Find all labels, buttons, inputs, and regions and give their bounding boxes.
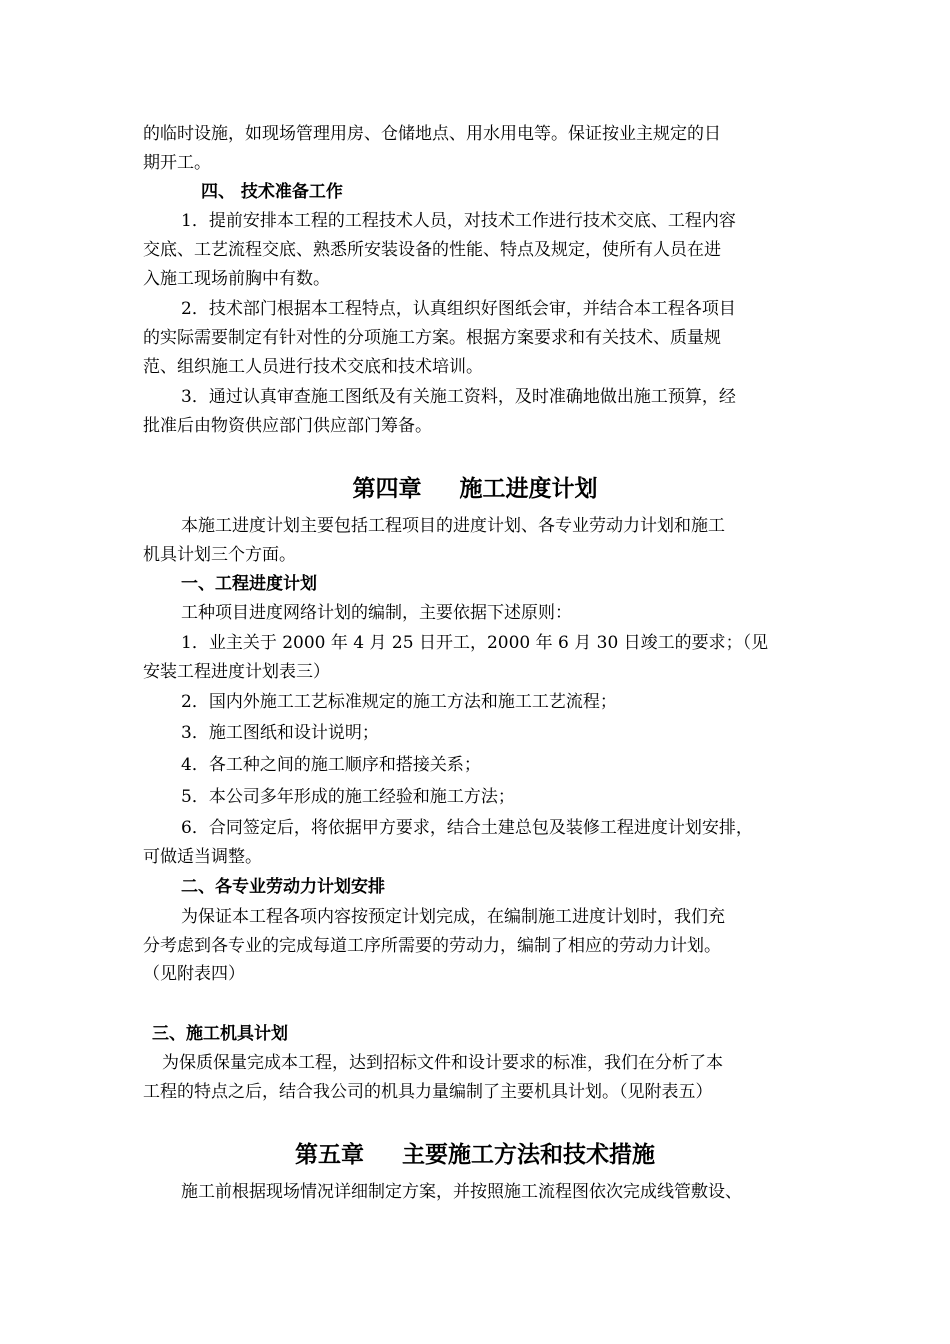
- paragraph-line: 的临时设施，如现场管理用房、仓储地点、用水用电等。保证按业主规定的日: [143, 124, 721, 144]
- paragraph-line: 工种项目进度网络计划的编制，主要依据下述原则：: [181, 603, 572, 623]
- section-heading-technical-prep: 四、 技术准备工作: [201, 182, 343, 202]
- list-item: 4．各工种之间的施工顺序和搭接关系；: [181, 755, 481, 775]
- paragraph-line: 机具计划三个方面。: [143, 545, 296, 565]
- list-item: 6．合同签定后，将依据甲方要求，结合土建总包及装修工程进度计划安排，: [181, 818, 753, 838]
- paragraph-line: 1．提前安排本工程的工程技术人员，对技术工作进行技术交底、工程内容: [181, 211, 736, 231]
- paragraph-line: 入施工现场前胸中有数。: [143, 269, 330, 289]
- list-item: 1．业主关于 2000 年 4 月 25 日开工，2000 年 6 月 30 日竣工的要求；（见: [181, 633, 769, 653]
- list-item-continuation: 可做适当调整。: [143, 847, 262, 867]
- section-heading-equipment-plan: 三、施工机具计划: [152, 1024, 288, 1044]
- paragraph-line: 为保证本工程各项内容按预定计划完成，在编制施工进度计划时，我们充: [181, 907, 725, 927]
- paragraph-line: 3．通过认真审查施工图纸及有关施工资料，及时准确地做出施工预算，经: [181, 387, 736, 407]
- paragraph-line: 的实际需要制定有针对性的分项施工方案。根据方案要求和有关技术、质量规: [143, 328, 721, 348]
- list-item: 2．国内外施工工艺标准规定的施工方法和施工工艺流程；: [181, 692, 617, 712]
- section-heading-labor-plan: 二、各专业劳动力计划安排: [181, 877, 385, 897]
- paragraph-line: 施工前根据现场情况详细制定方案，并按照施工流程图依次完成线管敷设、: [181, 1182, 742, 1202]
- paragraph-line: 为保质保量完成本工程，达到招标文件和设计要求的标准，我们在分析了本: [162, 1053, 723, 1073]
- paragraph-line: 2．技术部门根据本工程特点，认真组织好图纸会审，并结合本工程各项目: [181, 299, 736, 319]
- list-item: 5．本公司多年形成的施工经验和施工方法；: [181, 787, 515, 807]
- chapter-4-heading: [0, 473, 950, 505]
- list-item-continuation: 安装工程进度计划表三）: [143, 662, 330, 682]
- chapter-5-heading: [0, 1139, 950, 1171]
- section-heading-progress-plan: 一、工程进度计划: [181, 574, 317, 594]
- chapter-5-title: 主要施工方法和技术措施: [402, 1141, 655, 1168]
- paragraph-line: 期开工。: [143, 153, 211, 173]
- paragraph-line: 本施工进度计划主要包括工程项目的进度计划、各专业劳动力计划和施工: [181, 516, 725, 536]
- paragraph-line: 工程的特点之后，结合我公司的机具力量编制了主要机具计划。（见附表五）: [143, 1082, 713, 1102]
- chapter-4-title: 施工进度计划: [459, 475, 598, 502]
- paragraph-line: （见附表四）: [143, 964, 245, 984]
- list-item: 3．施工图纸和设计说明；: [181, 723, 379, 743]
- chapter-4-number: 第四章: [352, 475, 422, 502]
- paragraph-line: 批准后由物资供应部门供应部门筹备。: [143, 416, 432, 436]
- chapter-5-number: 第五章: [295, 1141, 364, 1168]
- paragraph-line: 范、组织施工人员进行技术交底和技术培训。: [143, 357, 483, 377]
- paragraph-line: 交底、工艺流程交底、熟悉所安装设备的性能、特点及规定，使所有人员在进: [143, 240, 721, 260]
- paragraph-line: 分考虑到各专业的完成每道工序所需要的劳动力，编制了相应的劳动力计划。: [143, 936, 721, 956]
